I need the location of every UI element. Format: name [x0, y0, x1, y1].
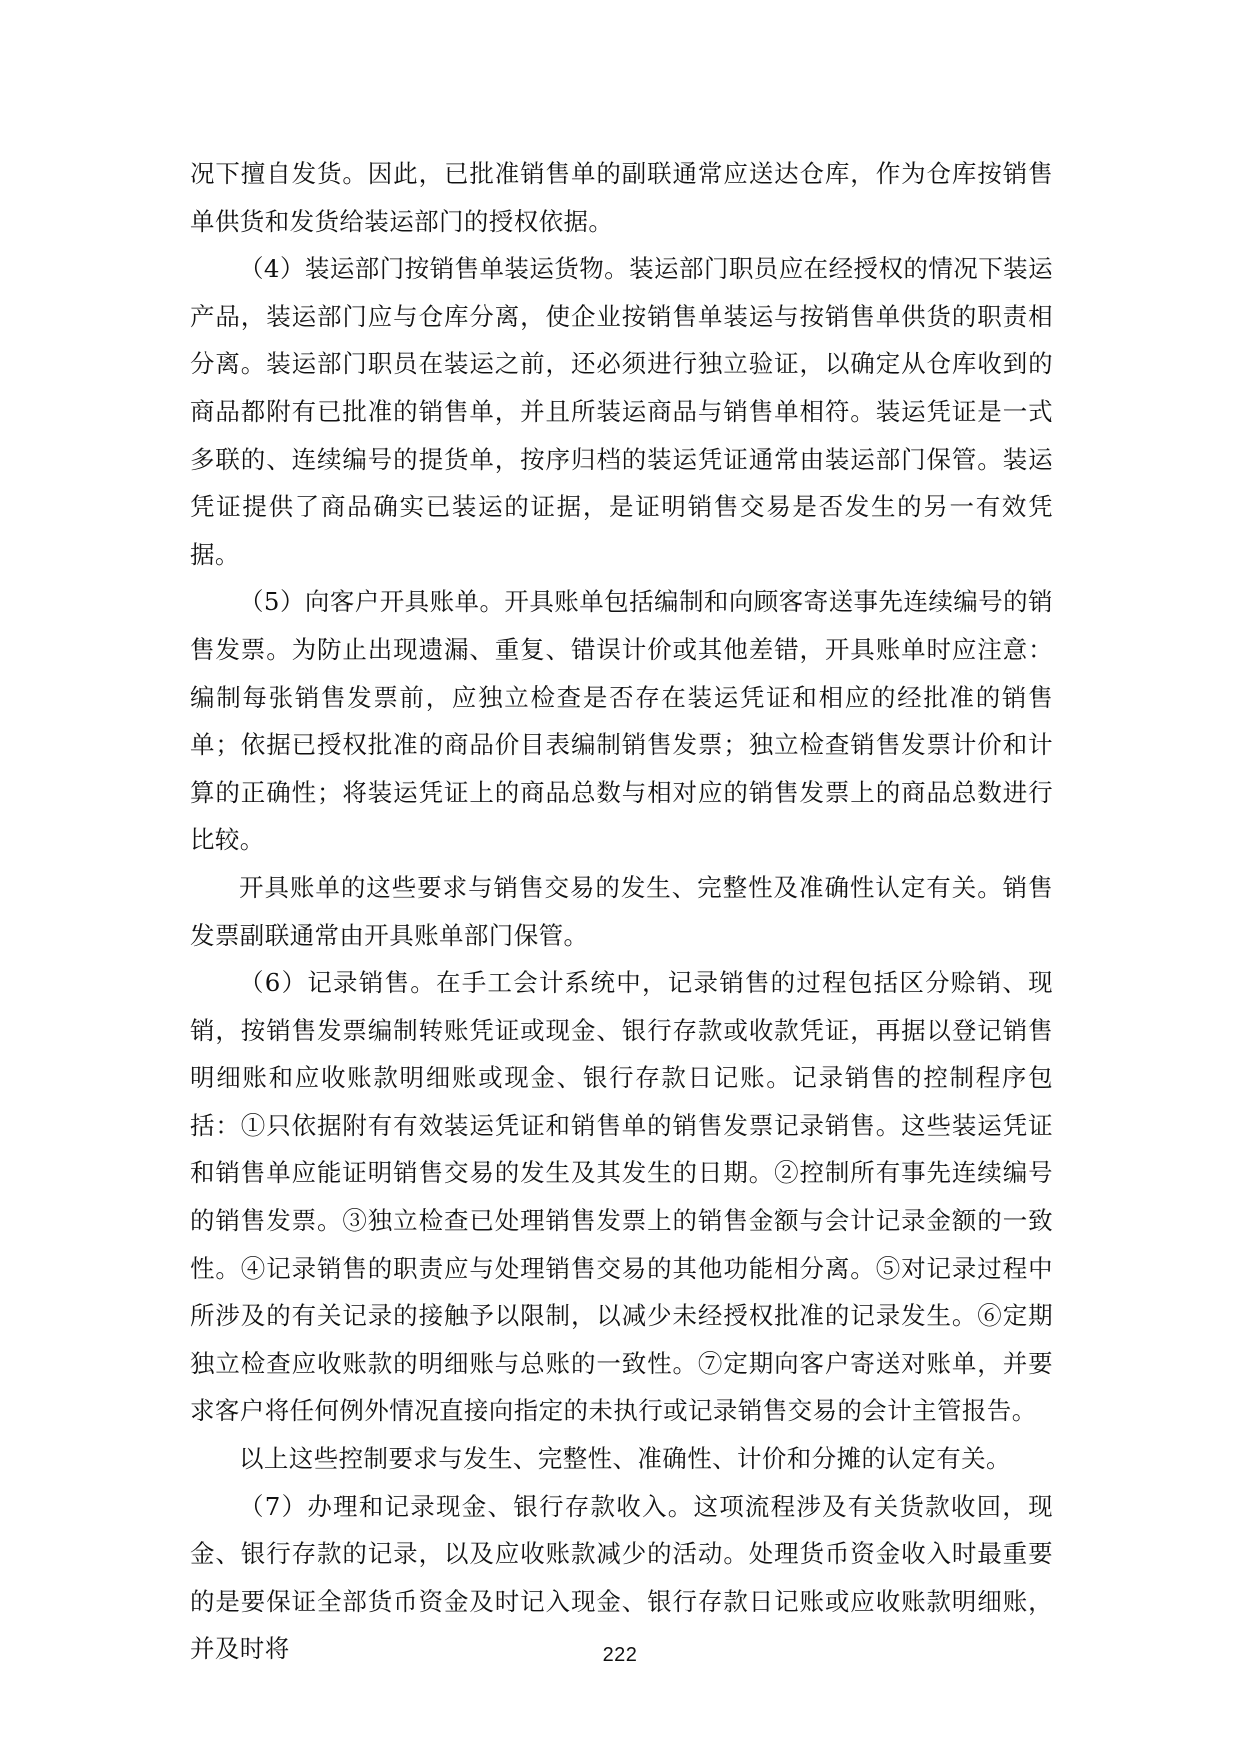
paragraph-billing: （5）向客户开具账单。开具账单包括编制和向顾客寄送事先连续编号的销售发票。为防止出现遗漏、重复、错误计价或其他差错，开具账单时应注意：编制每张销售发票前，应独立检查是否存在装运凭证和相应的经批准的销售单；依据已授权批准的商品价目表编制销售发票；独立检查销售发票计价和计算的正确性；将装运凭证上的商品总数与相对应的销售发票上的商品总数进行比较。 [190, 587, 1053, 855]
paragraph-continued: 况下擅自发货。因此，已批准销售单的副联通常应送达仓库，作为仓库按销售单供货和发货给装运部门的授权依据。 [190, 159, 1053, 236]
paragraph-recording-note: 以上这些控制要求与发生、完整性、准确性、计价和分摊的认定有关。 [239, 1444, 1011, 1474]
paragraph-cash-receipts: （7）办理和记录现金、银行存款收入。这项流程涉及有关货款收回，现金、银行存款的记录，以及应收账款减少的活动。处理货币资金收入时最重要的是要保证全部货币资金及时记入现金、银行存款日记账或应收账款明细账，并及时将 [190, 1491, 1053, 1664]
page-number: 222 [602, 1644, 638, 1666]
body-text [190, 150, 1053, 1673]
paragraph-recording-sales: （6）记录销售。在手工会计系统中，记录销售的过程包括区分赊销、现销，按销售发票编制转账凭证或现金、银行存款或收款凭证，再据以登记销售明细账和应收账款明细账或现金、银行存款日记账。记录销售的控制程序包括：①只依据附有有效装运凭证和销售单的销售发票记录销售。这些装运凭证和销售单应能证明销售交易的发生及其发生的日期。②控制所有事先连续编号的销售发票。③独立检查已处理销售发票上的销售金额与会计记录金额的一致性。④记录销售的职责应与处理销售交易的其他功能相分离。⑤对记录过程中所涉及的有关记录的接触予以限制，以减少未经授权批准的记录发生。⑥定期独立检查应收账款的明细账与总账的一致性。⑦定期向客户寄送对账单，并要求客户将任何例外情况直接向指定的未执行或记录销售交易的会计主管报告。 [190, 968, 1053, 1426]
paragraph-shipping: （4）装运部门按销售单装运货物。装运部门职员应在经授权的情况下装运产品，装运部门应与仓库分离，使企业按销售单装运与按销售单供货的职责相分离。装运部门职员在装运之前，还必须进行独立验证，以确定从仓库收到的商品都附有已批准的销售单，并且所装运商品与销售单相符。装运凭证是一式多联的、连续编号的提货单，按序归档的装运凭证通常由装运部门保管。装运凭证提供了商品确实已装运的证据，是证明销售交易是否发生的另一有效凭据。 [190, 254, 1053, 569]
paragraph-billing-note: 开具账单的这些要求与销售交易的发生、完整性及准确性认定有关。销售发票副联通常由开具账单部门保管。 [190, 872, 1053, 950]
